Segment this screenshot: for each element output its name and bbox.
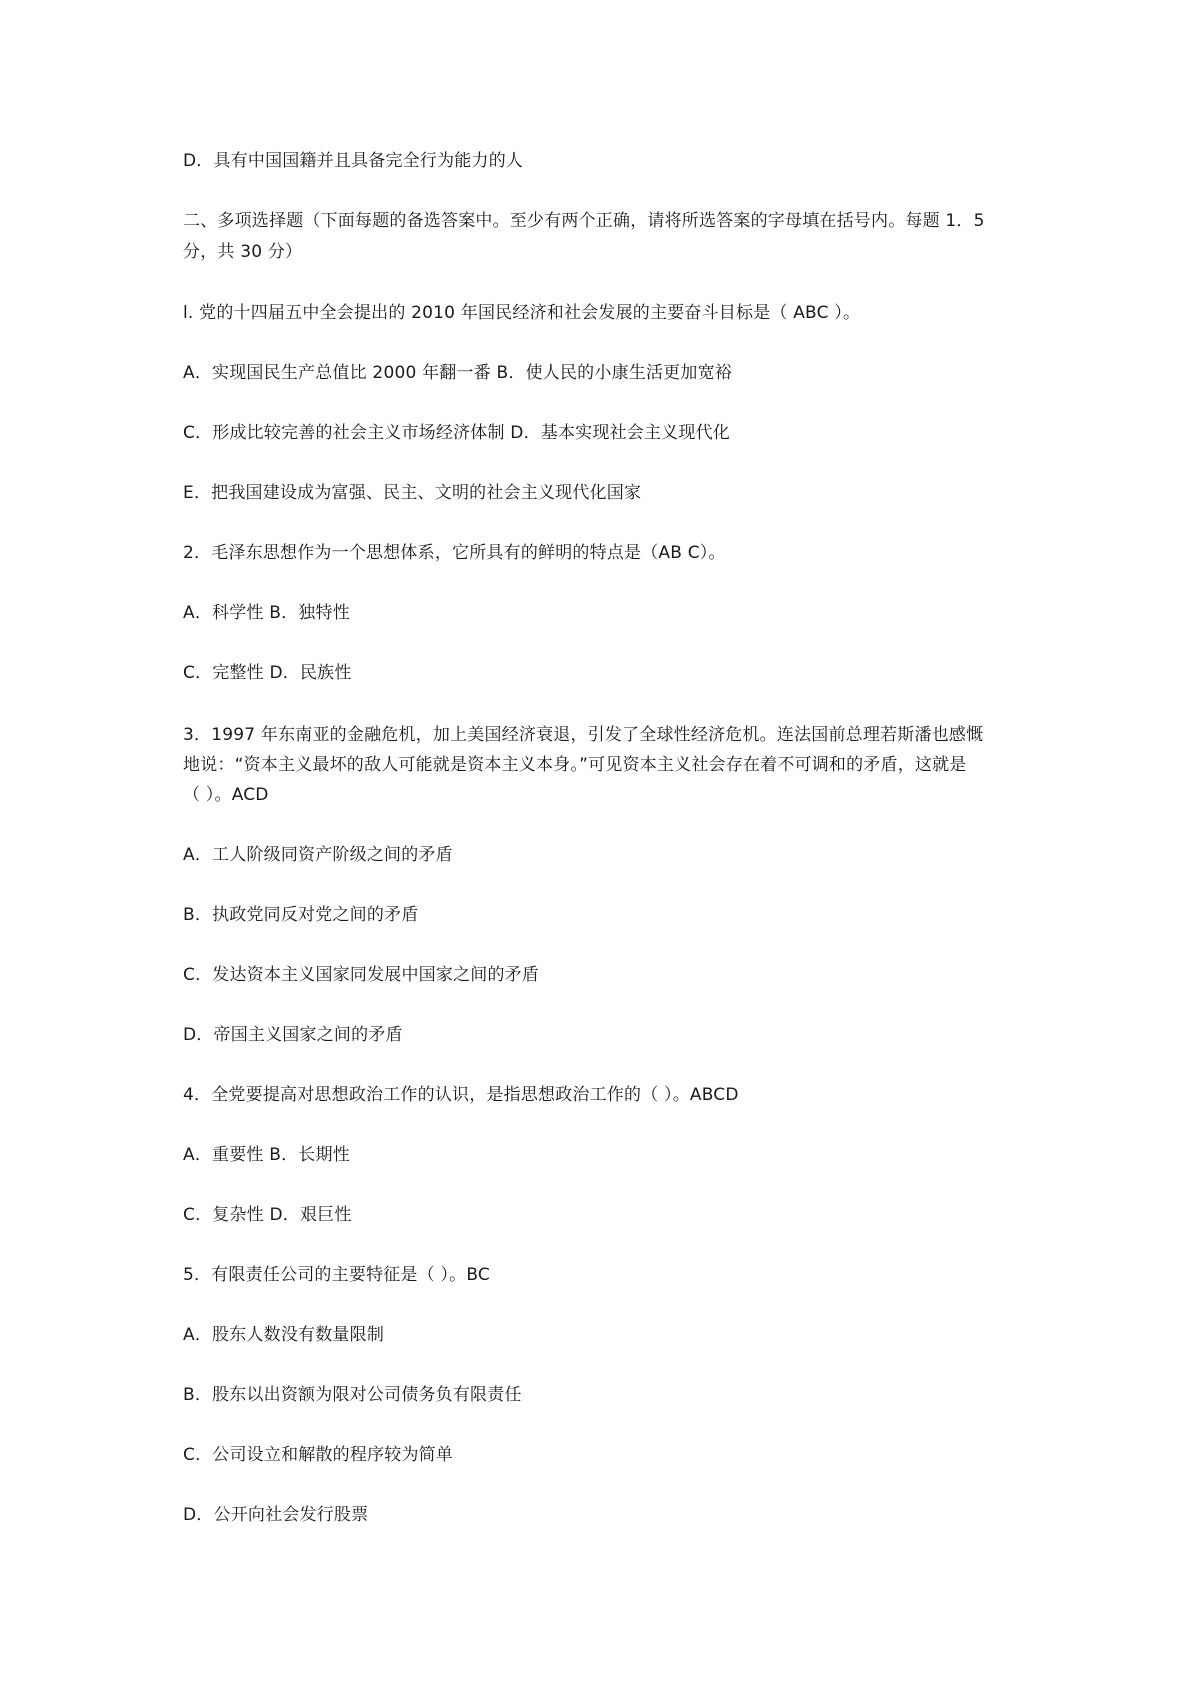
question-5: 5．有限责任公司的主要特征是（ ）。BC xyxy=(183,1265,490,1285)
q4-options-ab: A．重要性 B．长期性 xyxy=(183,1145,350,1165)
section-heading-cont: 分，共 30 分） xyxy=(183,242,303,262)
q1-option-e: E．把我国建设成为富强、民主、文明的社会主义现代化国家 xyxy=(183,483,642,503)
q5-option-c: C．公司设立和解散的程序较为简单 xyxy=(183,1445,454,1465)
q5-option-d: D．公开向社会发行股票 xyxy=(183,1505,369,1525)
question-4: 4．全党要提高对思想政治工作的认识，是指思想政治工作的（ ）。ABCD xyxy=(183,1085,739,1105)
section-heading: 二、多项选择题（下面每题的备选答案中。至少有两个正确，请将所选答案的字母填在括号内。每题 1．5 xyxy=(183,211,985,231)
q1-options-cd: C．形成比较完善的社会主义市场经济体制 D．基本实现社会主义现代化 xyxy=(183,423,730,443)
q1-options-ab: A．实现国民生产总值比 2000 年翻一番 B．使人民的小康生活更加宽裕 xyxy=(183,363,732,383)
question-3-cont: 地说：“资本主义最坏的敌人可能就是资本主义本身。”可见资本主义社会存在着不可调和的矛盾，这就是 xyxy=(183,755,967,775)
question-3-answer: （ ）。ACD xyxy=(183,785,269,805)
answer-option-d: D．具有中国国籍并且具备完全行为能力的人 xyxy=(183,151,524,171)
question-3: 3．1997 年东南亚的金融危机，加上美国经济衰退，引发了全球性经济危机。连法国前总理若斯潘也感慨 xyxy=(183,725,984,745)
q3-option-b: B．执政党同反对党之间的矛盾 xyxy=(183,905,419,925)
q3-option-a: A．工人阶级同资产阶级之间的矛盾 xyxy=(183,845,453,865)
question-2: 2．毛泽东思想作为一个思想体系，它所具有的鲜明的特点是（AB C）。 xyxy=(183,543,726,563)
q3-option-c: C．发达资本主义国家同发展中国家之间的矛盾 xyxy=(183,965,540,985)
question-1: l. 党的十四届五中全会提出的 2010 年国民经济和社会发展的主要奋斗目标是（ ABC ）。 xyxy=(183,303,861,323)
q5-option-a: A．股东人数没有数量限制 xyxy=(183,1325,385,1345)
q2-options-ab: A．科学性 B．独特性 xyxy=(183,603,350,623)
q5-option-b: B．股东以出资额为限对公司债务负有限责任 xyxy=(183,1385,522,1405)
q2-options-cd: C．完整性 D．民族性 xyxy=(183,663,352,683)
q3-option-d: D．帝国主义国家之间的矛盾 xyxy=(183,1025,403,1045)
q4-options-cd: C．复杂性 D．艰巨性 xyxy=(183,1205,352,1225)
